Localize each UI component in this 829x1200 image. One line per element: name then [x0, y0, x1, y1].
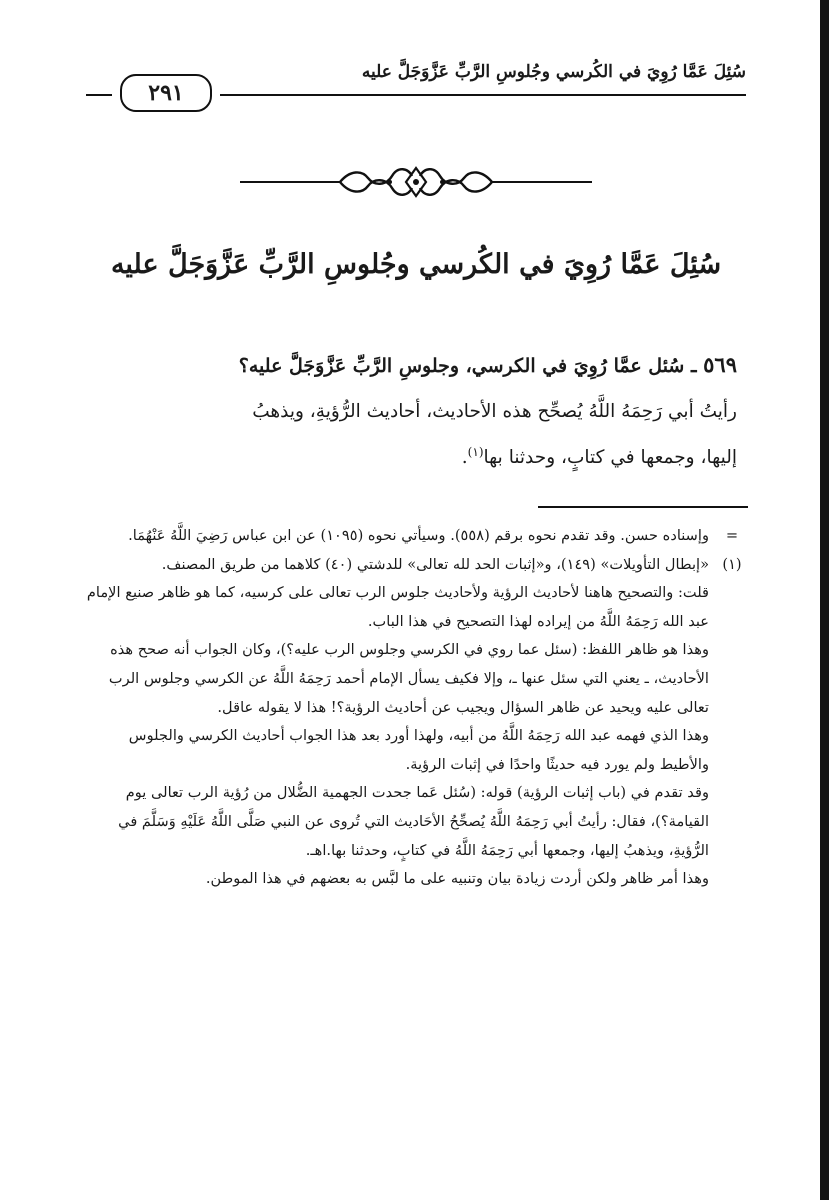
footnote-continued: [81, 522, 749, 551]
entry-answer: [87, 392, 737, 478]
header-rule-left: [86, 94, 112, 96]
entry-question-text: ـ سُئل عمَّا رُوِيَ في الكرسي، وجلوسِ الرَّبِّ عَزَّوَجَلَّ عليه؟: [238, 355, 697, 377]
page-number: ٢٩١: [120, 74, 212, 112]
scan-edge: [820, 0, 829, 1200]
footnote-marker: =: [725, 527, 739, 544]
footnote-reference[interactable]: (١): [467, 445, 484, 459]
entry-number: ٥٦٩: [703, 352, 737, 377]
chapter-title: سُئِلَ عَمَّا رُوِيَ في الكُرسي وجُلوسِ الرَّبِّ عَزَّوَجَلَّ عليه: [110, 249, 722, 280]
footnote-text: وإسناده حسن. وقد تقدم نحوه برقم (٥٥٨). وسيأتي نحوه (١٠٩٥) عن ابن عباس رَضِيَ اللَّهُ عَنْهُمَا.: [128, 527, 709, 544]
footnote-paragraph: قلت: والتصحيح هاهنا لأحاديث الرؤية ولأحاديث جلوس الرب تعالى على كرسيه، كما هو ظاهر صنيع الإمام عبد الله رَحِمَهُ اللَّهُ من إيراده لهذا التصحيح في هذا الباب.: [86, 584, 709, 630]
footnotes: [81, 522, 749, 894]
footnote-paragraph: وهذا الذي فهمه عبد الله رَحِمَهُ اللَّهُ من أبيه، ولهذا أورد بعد هذا الجواب أحاديث الكرسي والجلوس والأطيط ولم يورد فيه حديثًا واحدًا في إثبات الرؤية.: [128, 727, 709, 773]
footnote-1: [81, 551, 749, 894]
footnote-paragraph: «إبطال التأويلات» (١٤٩)، و«إثبات الحد لله تعالى» للدشتي (٤٠) كلاهما من طريق المصنف.: [161, 555, 709, 573]
footnote-paragraph: وهذا هو ظاهر اللفظ: (سئل عما روي في الكرسي وجلوس الرب عليه؟)، وكان الجواب أنه صحح هذه الأحاديث، ـ يعني التي سئل عنها ـ، وإلا فكيف يسأل الإمام أحمد رَحِمَهُ اللَّهُ عن الكرسي وجلوس الرب تعالى عليه ويحيد عن ظاهر السؤال ويجيب عن أحاديث الرؤية؟! هذا لا يقوله عاقل.: [108, 641, 709, 716]
footnote-paragraph: وهذا أمر ظاهر ولكن أردت زيادة بيان وتنبيه على ما لبَّس به بعضهم في هذا الموطن.: [205, 870, 709, 888]
answer-line-text: إليها، وجمعها في كتابٍ، وحدثنا بها: [483, 447, 737, 469]
answer-line: [87, 432, 737, 478]
footnote-separator: [538, 506, 748, 508]
footnote-paragraph: وقد تقدم في (باب إثبات الرؤية) قوله: (سُئل عَما جحدت الجهمية الضُّلال من رُؤية الرب تعالى يوم القيامة؟)، فقال: رأيتُ أبي رَحِمَهُ اللَّهُ يُصحِّحُ الأحَاديث التي تُروى عن النبي صَلَّى اللَّهُ عَلَيْهِ وَسَلَّمَ في الرُّؤيةِ، ويذهبُ إليها، وجمعها أبي رَحِمَهُ اللَّهُ في كتابٍ، وحدثنا بها.اهـ.: [118, 784, 709, 859]
ornament-divider-icon: [240, 160, 592, 204]
header-rule-right: [220, 94, 746, 96]
entry-question: [87, 346, 737, 385]
running-title: سُئِلَ عَمَّا رُوِيَ في الكُرسي وجُلوسِ الرَّبِّ عَزَّوَجَلَّ عليه: [361, 62, 746, 82]
running-header: [86, 58, 746, 110]
answer-line-end: .: [461, 447, 468, 469]
footnote-marker: (١): [722, 555, 742, 573]
answer-line: رأيتُ أبي رَحِمَهُ اللَّهُ يُصحِّح هذه الأحاديث، أحاديث الرُّؤيةِ، ويذهبُ: [252, 401, 737, 422]
